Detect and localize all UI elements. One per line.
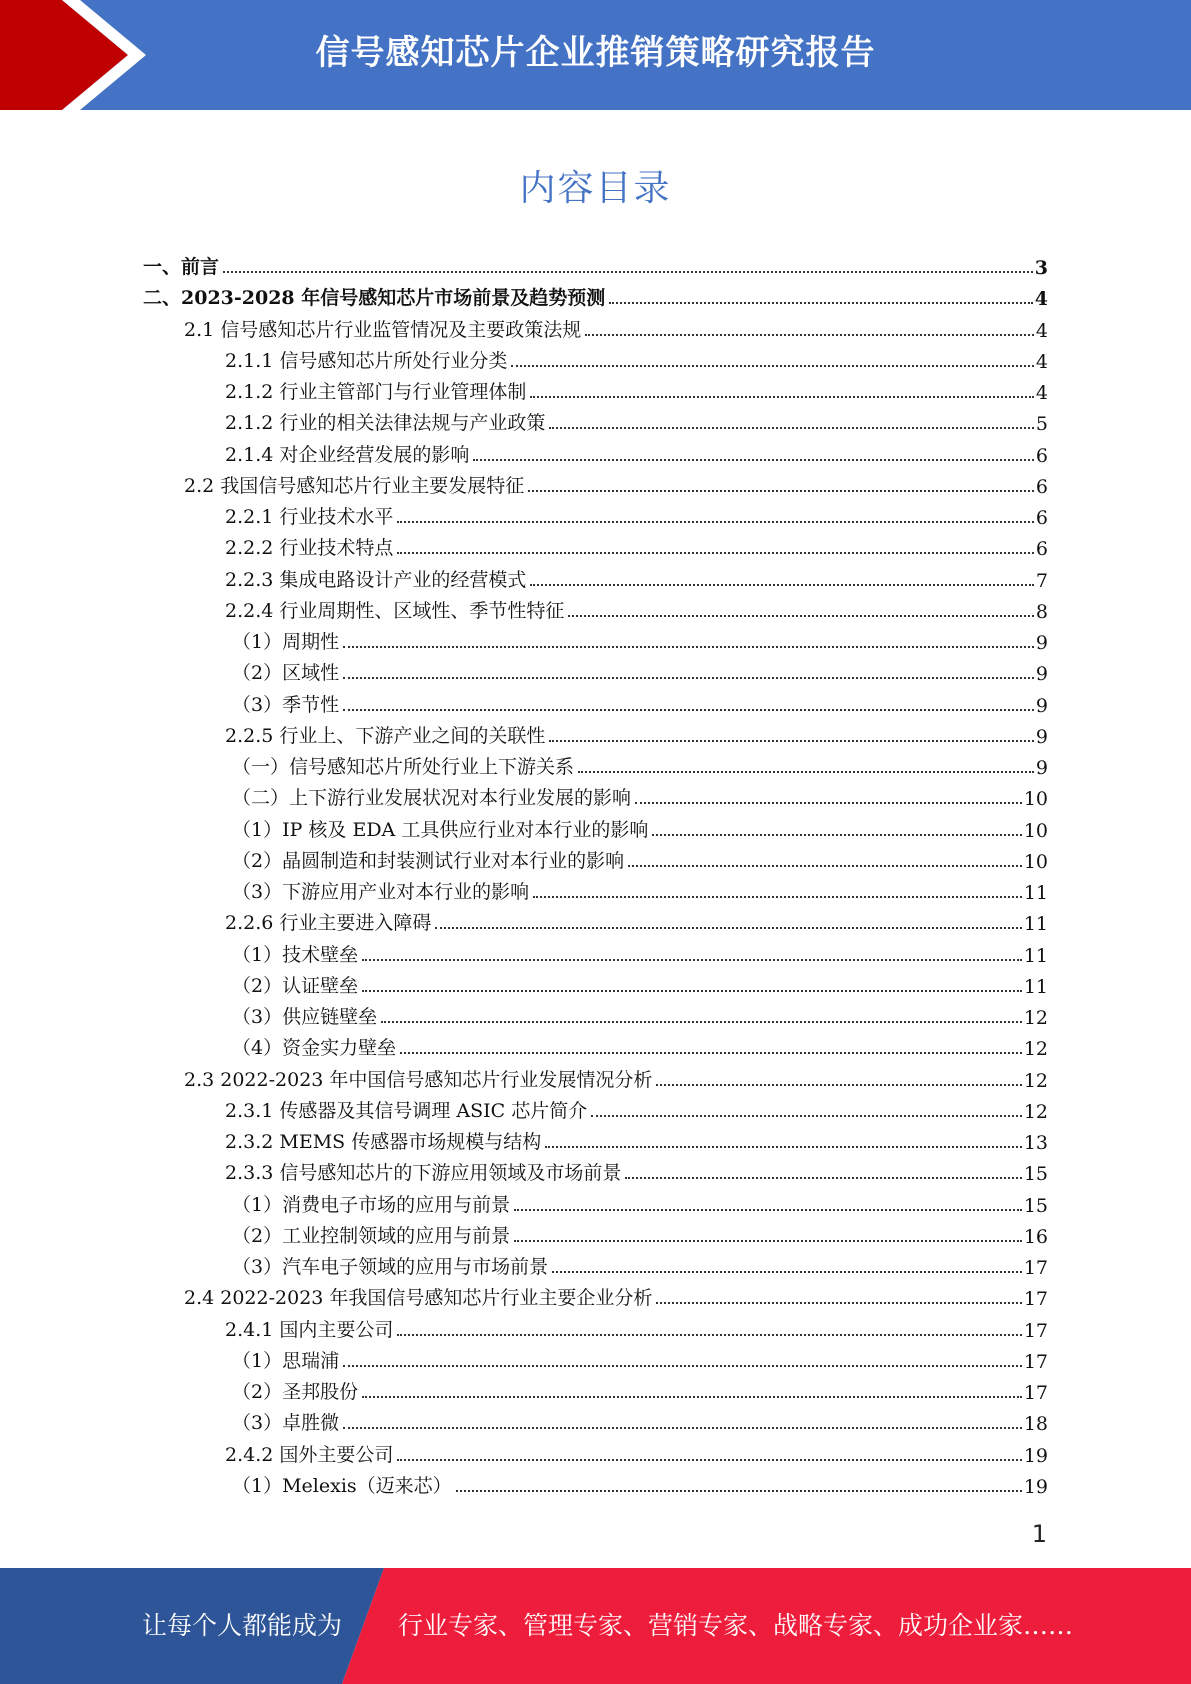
toc-entry-page: 10 — [1023, 819, 1048, 842]
toc-entry-label: （3）汽车电子领域的应用与市场前景 — [232, 1256, 549, 1278]
toc-entry-label: 2.3.2 MEMS 传感器市场规模与结构 — [225, 1131, 542, 1153]
toc-leader-dots — [397, 1334, 1021, 1336]
toc-entry-page: 6 — [1035, 507, 1048, 529]
toc-entry[interactable] — [232, 784, 1048, 810]
toc-leader-dots — [362, 1396, 1022, 1398]
toc-entry[interactable] — [232, 659, 1048, 685]
toc-entry-page: 18 — [1023, 1413, 1048, 1436]
toc-entry[interactable] — [225, 347, 1048, 373]
toc-entry-label: 一、前言 — [143, 256, 220, 278]
toc-leader-dots — [635, 802, 1022, 804]
toc-entry-label: （2）认证壁垒 — [232, 974, 359, 997]
toc-entry-page: 6 — [1035, 444, 1048, 467]
toc-entry[interactable] — [184, 1066, 1048, 1092]
toc-entry-label: 2.2.1 行业技术水平 — [225, 506, 394, 528]
report-title: 信号感知芯片企业推销策略研究报告 — [315, 33, 876, 73]
toc-entry-page: 12 — [1023, 1100, 1048, 1123]
toc-entry[interactable] — [225, 503, 1048, 529]
toc-entry[interactable] — [225, 1128, 1048, 1154]
toc-entry-page: 19 — [1023, 1475, 1048, 1498]
toc-entry[interactable] — [232, 691, 1048, 717]
toc-leader-dots — [514, 1209, 1022, 1211]
toc-entry-page: 9 — [1035, 757, 1048, 779]
toc-entry[interactable] — [232, 878, 1048, 904]
toc-entry-page: 8 — [1035, 600, 1048, 623]
toc-entry-page: 12 — [1023, 1038, 1048, 1061]
toc-entry-page: 17 — [1023, 1382, 1048, 1404]
toc-entry-label: 2.1.2 行业主管部门与行业管理体制 — [225, 381, 527, 403]
toc-entry-page: 12 — [1023, 1007, 1048, 1029]
toc-leader-dots — [530, 396, 1034, 398]
footer-band — [0, 1568, 1191, 1684]
toc-leader-dots — [549, 740, 1034, 742]
toc-leader-dots — [381, 1021, 1022, 1023]
toc-entry-page: 9 — [1035, 632, 1048, 654]
toc-entry-page: 15 — [1023, 1163, 1048, 1186]
toc-entry[interactable] — [184, 472, 1048, 498]
toc-entry[interactable] — [225, 1441, 1048, 1467]
toc-entry-label: （3）季节性 — [232, 693, 340, 716]
toc-entry-label: （一）信号感知芯片所处行业上下游关系 — [232, 756, 575, 778]
toc-leader-dots — [549, 427, 1034, 429]
toc-leader-dots — [511, 365, 1034, 367]
toc-entry-page: 17 — [1023, 1257, 1048, 1279]
toc-entry-label: 2.3 2022-2023 年中国信号感知芯片行业发展情况分析 — [184, 1068, 653, 1091]
toc-leader-dots — [528, 490, 1034, 492]
toc-entry-page: 10 — [1023, 788, 1048, 811]
toc-entry[interactable] — [225, 534, 1048, 560]
toc-entry[interactable] — [232, 1222, 1048, 1248]
toc-entry-label: 2.2 我国信号感知芯片行业主要发展特征 — [184, 474, 525, 497]
toc-leader-dots — [362, 990, 1022, 992]
toc-leader-dots — [652, 834, 1021, 836]
toc-entry-page: 11 — [1023, 913, 1048, 936]
toc-entry[interactable] — [232, 628, 1048, 654]
toc-entry-label: （4）资金实力壁垒 — [232, 1037, 397, 1060]
toc-entry-page: 9 — [1035, 725, 1048, 748]
toc-entry-label: （3）卓胜微 — [232, 1412, 340, 1435]
footer-slogan-left: 让每个人都能成为 — [142, 1611, 343, 1640]
toc-title: 内容目录 — [519, 168, 672, 209]
toc-entry[interactable] — [143, 253, 1048, 279]
toc-entry-label: 2.3.3 信号感知芯片的下游应用领域及市场前景 — [225, 1162, 622, 1185]
toc-entry-label: （3）下游应用产业对本行业的影响 — [232, 881, 530, 903]
page-number: 1 — [1031, 1520, 1047, 1548]
toc-entry-page: 11 — [1023, 882, 1048, 904]
toc-entry-page: 3 — [1034, 257, 1048, 279]
toc-entry[interactable] — [225, 1097, 1048, 1123]
toc-entry-label: 2.1.4 对企业经营发展的影响 — [225, 443, 470, 466]
toc-leader-dots — [456, 1490, 1022, 1492]
toc-entry-page: 16 — [1023, 1225, 1048, 1248]
toc-entry[interactable] — [225, 909, 1048, 935]
toc-leader-dots — [343, 1365, 1022, 1367]
toc-entry[interactable] — [225, 722, 1048, 748]
toc-entry-label: 2.3.1 传感器及其信号调理 ASIC 芯片简介 — [225, 1099, 588, 1122]
toc-entry-page: 4 — [1035, 382, 1048, 404]
toc-entry-label: （二）上下游行业发展状况对本行业发展的影响 — [232, 787, 632, 810]
toc-entry[interactable] — [232, 1003, 1048, 1029]
toc-entry[interactable] — [225, 441, 1048, 467]
toc-entry-page: 4 — [1034, 288, 1048, 311]
toc-leader-dots — [609, 302, 1033, 304]
toc-entry[interactable] — [225, 566, 1048, 592]
footer-slogan-right: 行业专家、管理专家、营销专家、战略专家、成功企业家…… — [398, 1611, 1074, 1640]
toc-entry-label: 2.1.2 行业的相关法律法规与产业政策 — [225, 412, 546, 435]
toc-entry-label: 2.1.1 信号感知芯片所处行业分类 — [225, 349, 508, 372]
toc-entry[interactable] — [232, 816, 1048, 842]
toc-entry-label: （2）晶圆制造和封装测试行业对本行业的影响 — [232, 849, 625, 872]
toc-entry[interactable] — [232, 1253, 1048, 1279]
toc-entry-label: （3）供应链壁垒 — [232, 1006, 378, 1028]
toc-entry-page: 17 — [1023, 1350, 1048, 1373]
toc-entry-label: 2.4.2 国外主要公司 — [225, 1443, 394, 1466]
toc-entry-page: 9 — [1035, 663, 1048, 686]
toc-entry-page: 9 — [1035, 694, 1048, 717]
toc-leader-dots — [362, 959, 1022, 961]
toc-leader-dots — [435, 927, 1021, 929]
toc-entry-label: 2.2.4 行业周期性、区域性、季节性特征 — [225, 599, 565, 622]
toc-entry[interactable] — [232, 1378, 1048, 1404]
toc-leader-dots — [343, 646, 1034, 648]
toc-entry-label: （1）消费电子市场的应用与前景 — [232, 1193, 511, 1216]
toc-entry-label: 2.1 信号感知芯片行业监管情况及主要政策法规 — [184, 318, 582, 341]
toc-entry-page: 4 — [1035, 350, 1048, 373]
toc-leader-dots — [223, 271, 1033, 273]
toc-entry[interactable] — [232, 753, 1048, 779]
toc-leader-dots — [578, 771, 1034, 773]
toc-entry-label: （2）工业控制领域的应用与前景 — [232, 1224, 511, 1247]
toc-entry[interactable] — [232, 941, 1048, 967]
toc-entry-page: 5 — [1035, 413, 1048, 436]
toc-entry[interactable] — [225, 378, 1048, 404]
toc-entry[interactable] — [232, 972, 1048, 998]
toc-entry-page: 13 — [1023, 1132, 1048, 1154]
toc-entry-label: （1）IP 核及 EDA 工具供应行业对本行业的影响 — [232, 818, 649, 841]
toc-entry-page: 6 — [1035, 475, 1048, 498]
toc-entry[interactable] — [225, 409, 1048, 435]
toc-entry-label: （2）区域性 — [232, 662, 340, 685]
toc-leader-dots — [533, 896, 1022, 898]
toc-leader-dots — [585, 334, 1034, 336]
toc-entry[interactable] — [232, 847, 1048, 873]
toc-leader-dots — [343, 677, 1034, 679]
toc-entry[interactable] — [225, 1316, 1048, 1342]
toc-entry[interactable] — [232, 1472, 1048, 1498]
header-band — [0, 0, 1191, 110]
toc-entry-page: 19 — [1023, 1444, 1048, 1467]
toc-entry-label: 2.4 2022-2023 年我国信号感知芯片行业主要企业分析 — [184, 1287, 653, 1310]
toc-entry-label: 二、2023-2028 年信号感知芯片市场前景及趋势预测 — [143, 287, 606, 310]
toc-entry-label: （1）Melexis（迈来芯） — [232, 1474, 452, 1497]
toc-leader-dots — [397, 521, 1034, 523]
toc-entry-label: 2.2.2 行业技术特点 — [225, 537, 394, 560]
toc-leader-dots — [656, 1302, 1021, 1304]
toc-entry[interactable] — [184, 1284, 1048, 1310]
toc-entry-page: 15 — [1023, 1194, 1048, 1217]
toc-entry-label: （1）周期性 — [232, 631, 340, 653]
toc-leader-dots — [397, 1459, 1021, 1461]
toc-entry[interactable] — [184, 316, 1048, 342]
toc-leader-dots — [545, 1146, 1022, 1148]
toc-entry[interactable] — [225, 597, 1048, 623]
toc-entry[interactable] — [232, 1347, 1048, 1373]
toc-leader-dots — [530, 584, 1034, 586]
toc-entry-page: 11 — [1023, 944, 1048, 967]
toc-entry-label: 2.2.5 行业上、下游产业之间的关联性 — [225, 724, 546, 747]
toc-entry-label: 2.4.1 国内主要公司 — [225, 1318, 394, 1341]
toc-leader-dots — [400, 1052, 1022, 1054]
toc-leader-dots — [343, 1427, 1022, 1429]
toc-leader-dots — [552, 1271, 1022, 1273]
toc-entry[interactable] — [232, 1034, 1048, 1060]
toc-entry-label: 2.2.6 行业主要进入障碍 — [225, 912, 432, 935]
toc-leader-dots — [628, 865, 1022, 867]
toc-leader-dots — [568, 615, 1034, 617]
toc-leader-dots — [656, 1084, 1021, 1086]
toc-entry[interactable] — [225, 1159, 1048, 1185]
toc-entry-label: （1）思瑞浦 — [232, 1349, 340, 1372]
toc-entry-page: 6 — [1035, 538, 1048, 561]
toc-leader-dots — [343, 709, 1034, 711]
toc-leader-dots — [625, 1177, 1021, 1179]
toc-entry-page: 4 — [1035, 319, 1048, 342]
toc-leader-dots — [514, 1240, 1022, 1242]
toc-entry[interactable] — [232, 1191, 1048, 1217]
toc-entry-page: 17 — [1023, 1288, 1048, 1311]
toc-entry[interactable] — [232, 1409, 1048, 1435]
toc-leader-dots — [397, 552, 1034, 554]
toc-entry-page: 12 — [1023, 1069, 1048, 1092]
toc-entry[interactable] — [143, 284, 1048, 310]
toc-entry-page: 7 — [1035, 569, 1048, 592]
toc-entry-page: 17 — [1023, 1319, 1048, 1342]
toc-entry-label: （1）技术壁垒 — [232, 943, 359, 966]
toc-entry-label: 2.2.3 集成电路设计产业的经营模式 — [225, 568, 527, 591]
toc-leader-dots — [473, 459, 1034, 461]
toc-entry-page: 10 — [1023, 850, 1048, 873]
toc-entry-label: （2）圣邦股份 — [232, 1381, 359, 1403]
toc-leader-dots — [591, 1115, 1022, 1117]
toc-entry-page: 11 — [1023, 975, 1048, 998]
